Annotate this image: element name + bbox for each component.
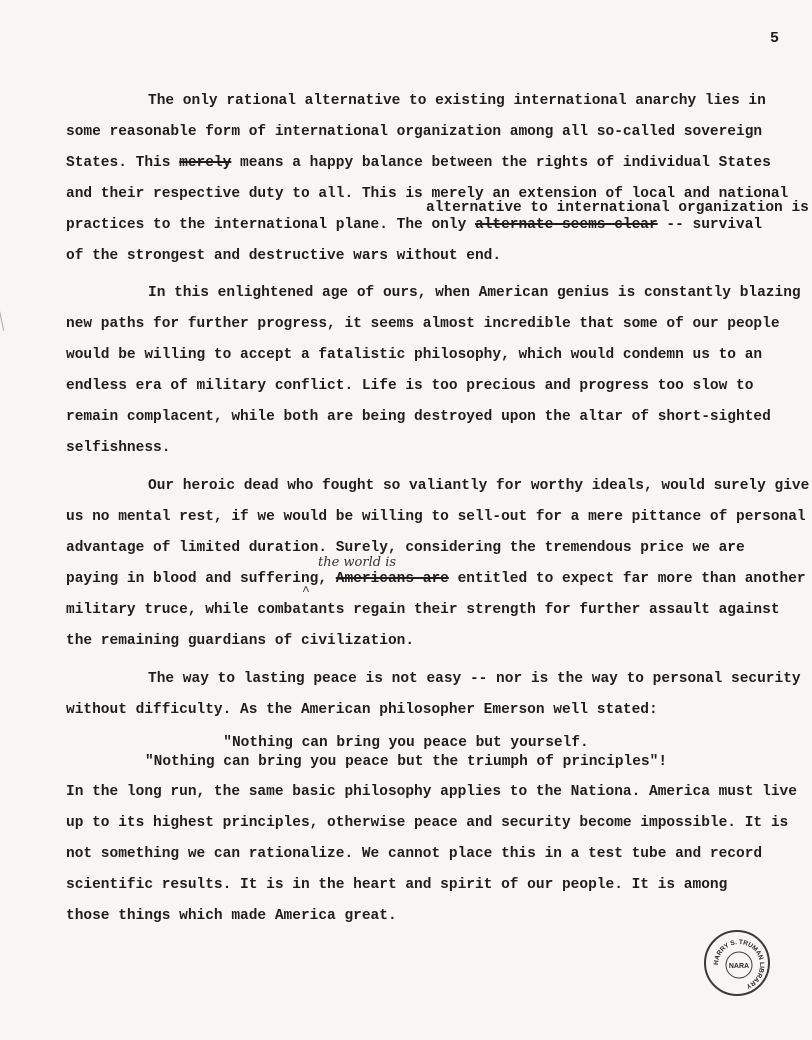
text-line: scientific results. It is in the heart and spirit of our people. It is among: [66, 877, 728, 893]
margin-mark: [0, 299, 14, 331]
typed-insertion: alternative to international organization is: [426, 200, 809, 216]
text-line: selfishness.: [66, 440, 171, 456]
text-line: without difficulty. As the American philosopher Emerson well stated:: [66, 702, 658, 718]
page-number: 5: [770, 30, 780, 47]
text-line: The way to lasting peace is not easy -- nor is the way to personal security: [148, 671, 801, 687]
stamp-inner-text: NARA: [728, 963, 750, 970]
text-line: military truce, while combatants regain their strength for further assault against: [66, 602, 780, 618]
text-line: and their respective duty to all. This is merely an extension of local and national: [66, 186, 789, 202]
text-line: of the strongest and destructive wars without end.: [66, 248, 502, 264]
text-line: remain complacent, while both are being destroyed upon the altar of short-sighted: [66, 409, 771, 425]
struck-phrase: Americans are: [335, 571, 449, 587]
paragraph-4: [66, 664, 801, 726]
text-line: the remaining guardians of civilization.: [66, 633, 415, 649]
paragraph-5: [66, 777, 797, 932]
handwritten-insertion: the world is: [318, 555, 397, 570]
text-line: new paths for further progress, it seems almost incredible that some of our people: [66, 316, 780, 332]
text-line: In the long run, the same basic philosophy applies to the Nationa. America must live: [66, 784, 797, 800]
stamp-seal-icon: [706, 932, 772, 998]
paragraph-3: [66, 471, 810, 657]
text-line: not something we can rationalize. We cannot place this in a test tube and record: [66, 846, 763, 862]
text-line: endless era of military conflict. Life is too precious and progress too slow to: [66, 378, 754, 394]
text-line: paying in blood and suffering, Americans are entitled to expect far more than another: [66, 571, 806, 587]
text-line: up to its highest principles, otherwise peace and security become impossible. It is: [66, 815, 789, 831]
text-line: The only rational alternative to existing international anarchy lies in: [148, 93, 766, 109]
quote-line: "Nothing can bring you peace but yourself.: [223, 735, 589, 751]
text-line: States. This merely means a happy balance between the rights of individual States: [66, 155, 771, 171]
struck-word: merely: [179, 155, 232, 171]
text-line: practices to the international plane. The only alternate seems clear -- survival: [66, 217, 763, 233]
emerson-quote: [0, 734, 812, 772]
stamp-outer-text: HARRY S. TRUMAN LIBRARY: [712, 938, 766, 990]
struck-phrase: alternate seems clear: [474, 217, 658, 233]
text-line: advantage of limited duration. Surely, considering the tremendous price we are: [66, 540, 745, 556]
text-line: would be willing to accept a fatalistic philosophy, which would condemn us to an: [66, 347, 763, 363]
text-line: In this enlightened age of ours, when American genius is constantly blazing: [148, 285, 801, 301]
quote-line: "Nothing can bring you peace but the triumph of principles"!: [144, 754, 668, 770]
text-line: us no mental rest, if we would be willing to sell-out for a mere pittance of personal: [66, 509, 806, 525]
paragraph-1: [66, 86, 789, 272]
library-stamp: [704, 930, 770, 996]
text-line: some reasonable form of international organization among all so-called sovereign: [66, 124, 763, 140]
insertion-caret: ^: [302, 584, 310, 599]
paragraph-2: [66, 278, 801, 464]
text-line: Our heroic dead who fought so valiantly for worthy ideals, would surely give: [148, 478, 810, 494]
text-line: those things which made America great.: [66, 908, 397, 924]
